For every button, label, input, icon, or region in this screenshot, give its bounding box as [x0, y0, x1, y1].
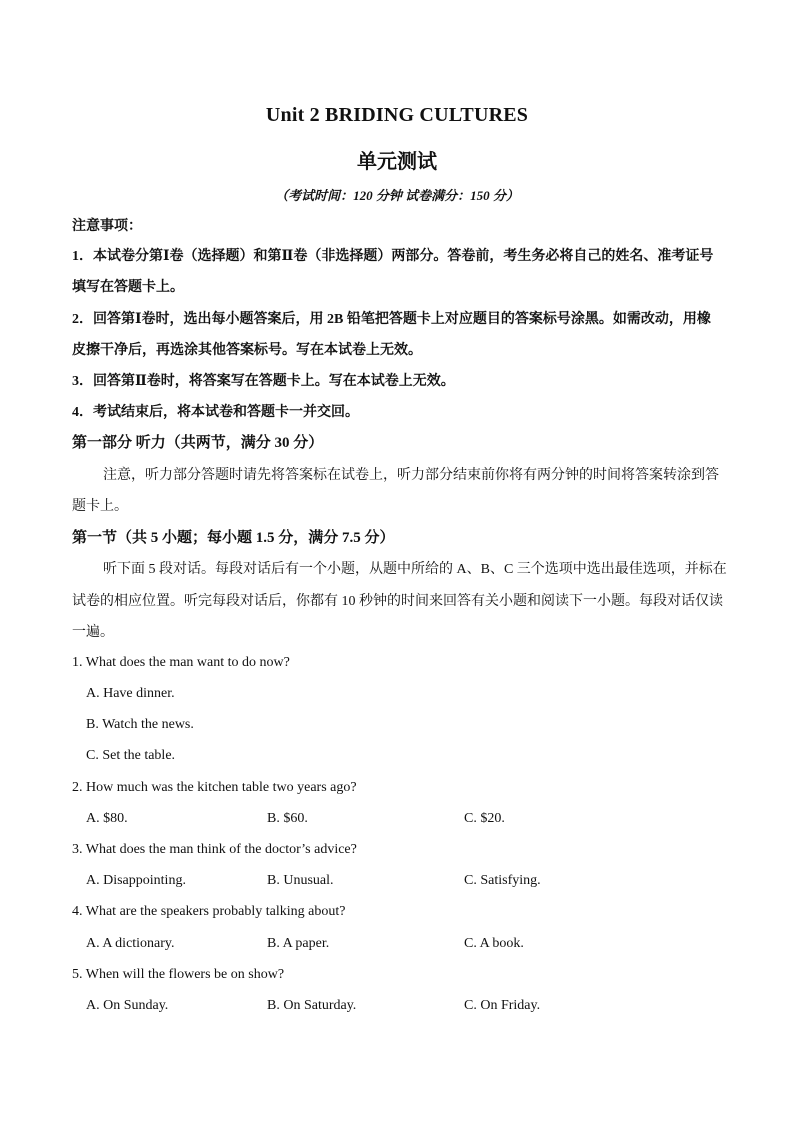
notes-heading: 注意事项：: [72, 219, 142, 234]
question-1-stem: 1. What does the man want to do now?: [72, 655, 290, 670]
question-5-option-a: A. On Sunday.: [86, 998, 169, 1013]
section1-instr-line-1: 听下面 5 段对话。每段对话后有一个小题，从题中所给的 A、B、C 三个选项中选出最佳选项，并标在: [103, 562, 727, 577]
question-3-option-a: A. Disappointing.: [86, 873, 186, 888]
note-item-1-line-1: 1．本试卷分第Ⅰ卷（选择题）和第Ⅱ卷（非选择题）两部分。答卷前，考生务必将自己的姓名、准考证号: [72, 249, 714, 264]
note-item-3: 3．回答第Ⅱ卷时，将答案写在答题卡上。写在本试卷上无效。: [72, 374, 455, 389]
question-2-option-a: A. $80.: [86, 811, 128, 826]
page-title: Unit 2 BRIDING CULTURES: [265, 104, 529, 126]
question-2-option-b: B. $60.: [267, 811, 308, 826]
exam-info: （考试时间：120 分钟 试卷满分：150 分）: [275, 188, 519, 203]
question-3-option-b: B. Unusual.: [267, 873, 334, 888]
question-2-option-c: C. $20.: [464, 811, 505, 826]
question-4-stem: 4. What are the speakers probably talking about?: [72, 904, 346, 919]
question-3-option-c: C. Satisfying.: [464, 873, 541, 888]
note-item-2-line-1: 2．回答第Ⅰ卷时，选出每小题答案后，用 2B 铅笔把答题卡上对应题目的答案标号涂黑。如需改动，用橡: [72, 312, 711, 327]
question-3-stem: 3. What does the man think of the doctor’s advice?: [72, 842, 357, 857]
section1-heading: 第一节（共 5 小题；每小题 1.5 分，满分 7.5 分）: [72, 530, 395, 546]
page-subtitle: 单元测试: [357, 151, 437, 173]
part1-heading: 第一部分 听力（共两节，满分 30 分）: [72, 435, 324, 451]
question-4-option-c: C. A book.: [464, 936, 524, 951]
question-5-option-c: C. On Friday.: [464, 998, 541, 1013]
note-item-1-line-2: 填写在答题卡上。: [72, 280, 184, 295]
question-5-option-b: B. On Saturday.: [267, 998, 357, 1013]
question-1-option-b: B. Watch the news.: [86, 717, 194, 732]
question-4-option-a: A. A dictionary.: [86, 936, 175, 951]
note-item-4: 4．考试结束后，将本试卷和答题卡一并交回。: [72, 405, 359, 420]
part1-note-line-1: 注意，听力部分答题时请先将答案标在试卷上，听力部分结束前你将有两分钟的时间将答案转涂到答: [103, 468, 719, 483]
section1-instr-line-3: 一遍。: [72, 625, 114, 640]
part1-note-line-2: 题卡上。: [72, 499, 128, 514]
question-2-stem: 2. How much was the kitchen table two years ago?: [72, 780, 357, 795]
note-item-2-line-2: 皮擦干净后，再选涂其他答案标号。写在本试卷上无效。: [72, 343, 422, 358]
question-5-stem: 5. When will the flowers be on show?: [72, 967, 285, 982]
question-4-option-b: B. A paper.: [267, 936, 330, 951]
question-1-option-a: A. Have dinner.: [86, 686, 175, 701]
question-1-option-c: C. Set the table.: [86, 748, 176, 763]
section1-instr-line-2: 试卷的相应位置。听完每段对话后，你都有 10 秒钟的时间来回答有关小题和阅读下一小题。每段对话仅读: [72, 594, 723, 609]
